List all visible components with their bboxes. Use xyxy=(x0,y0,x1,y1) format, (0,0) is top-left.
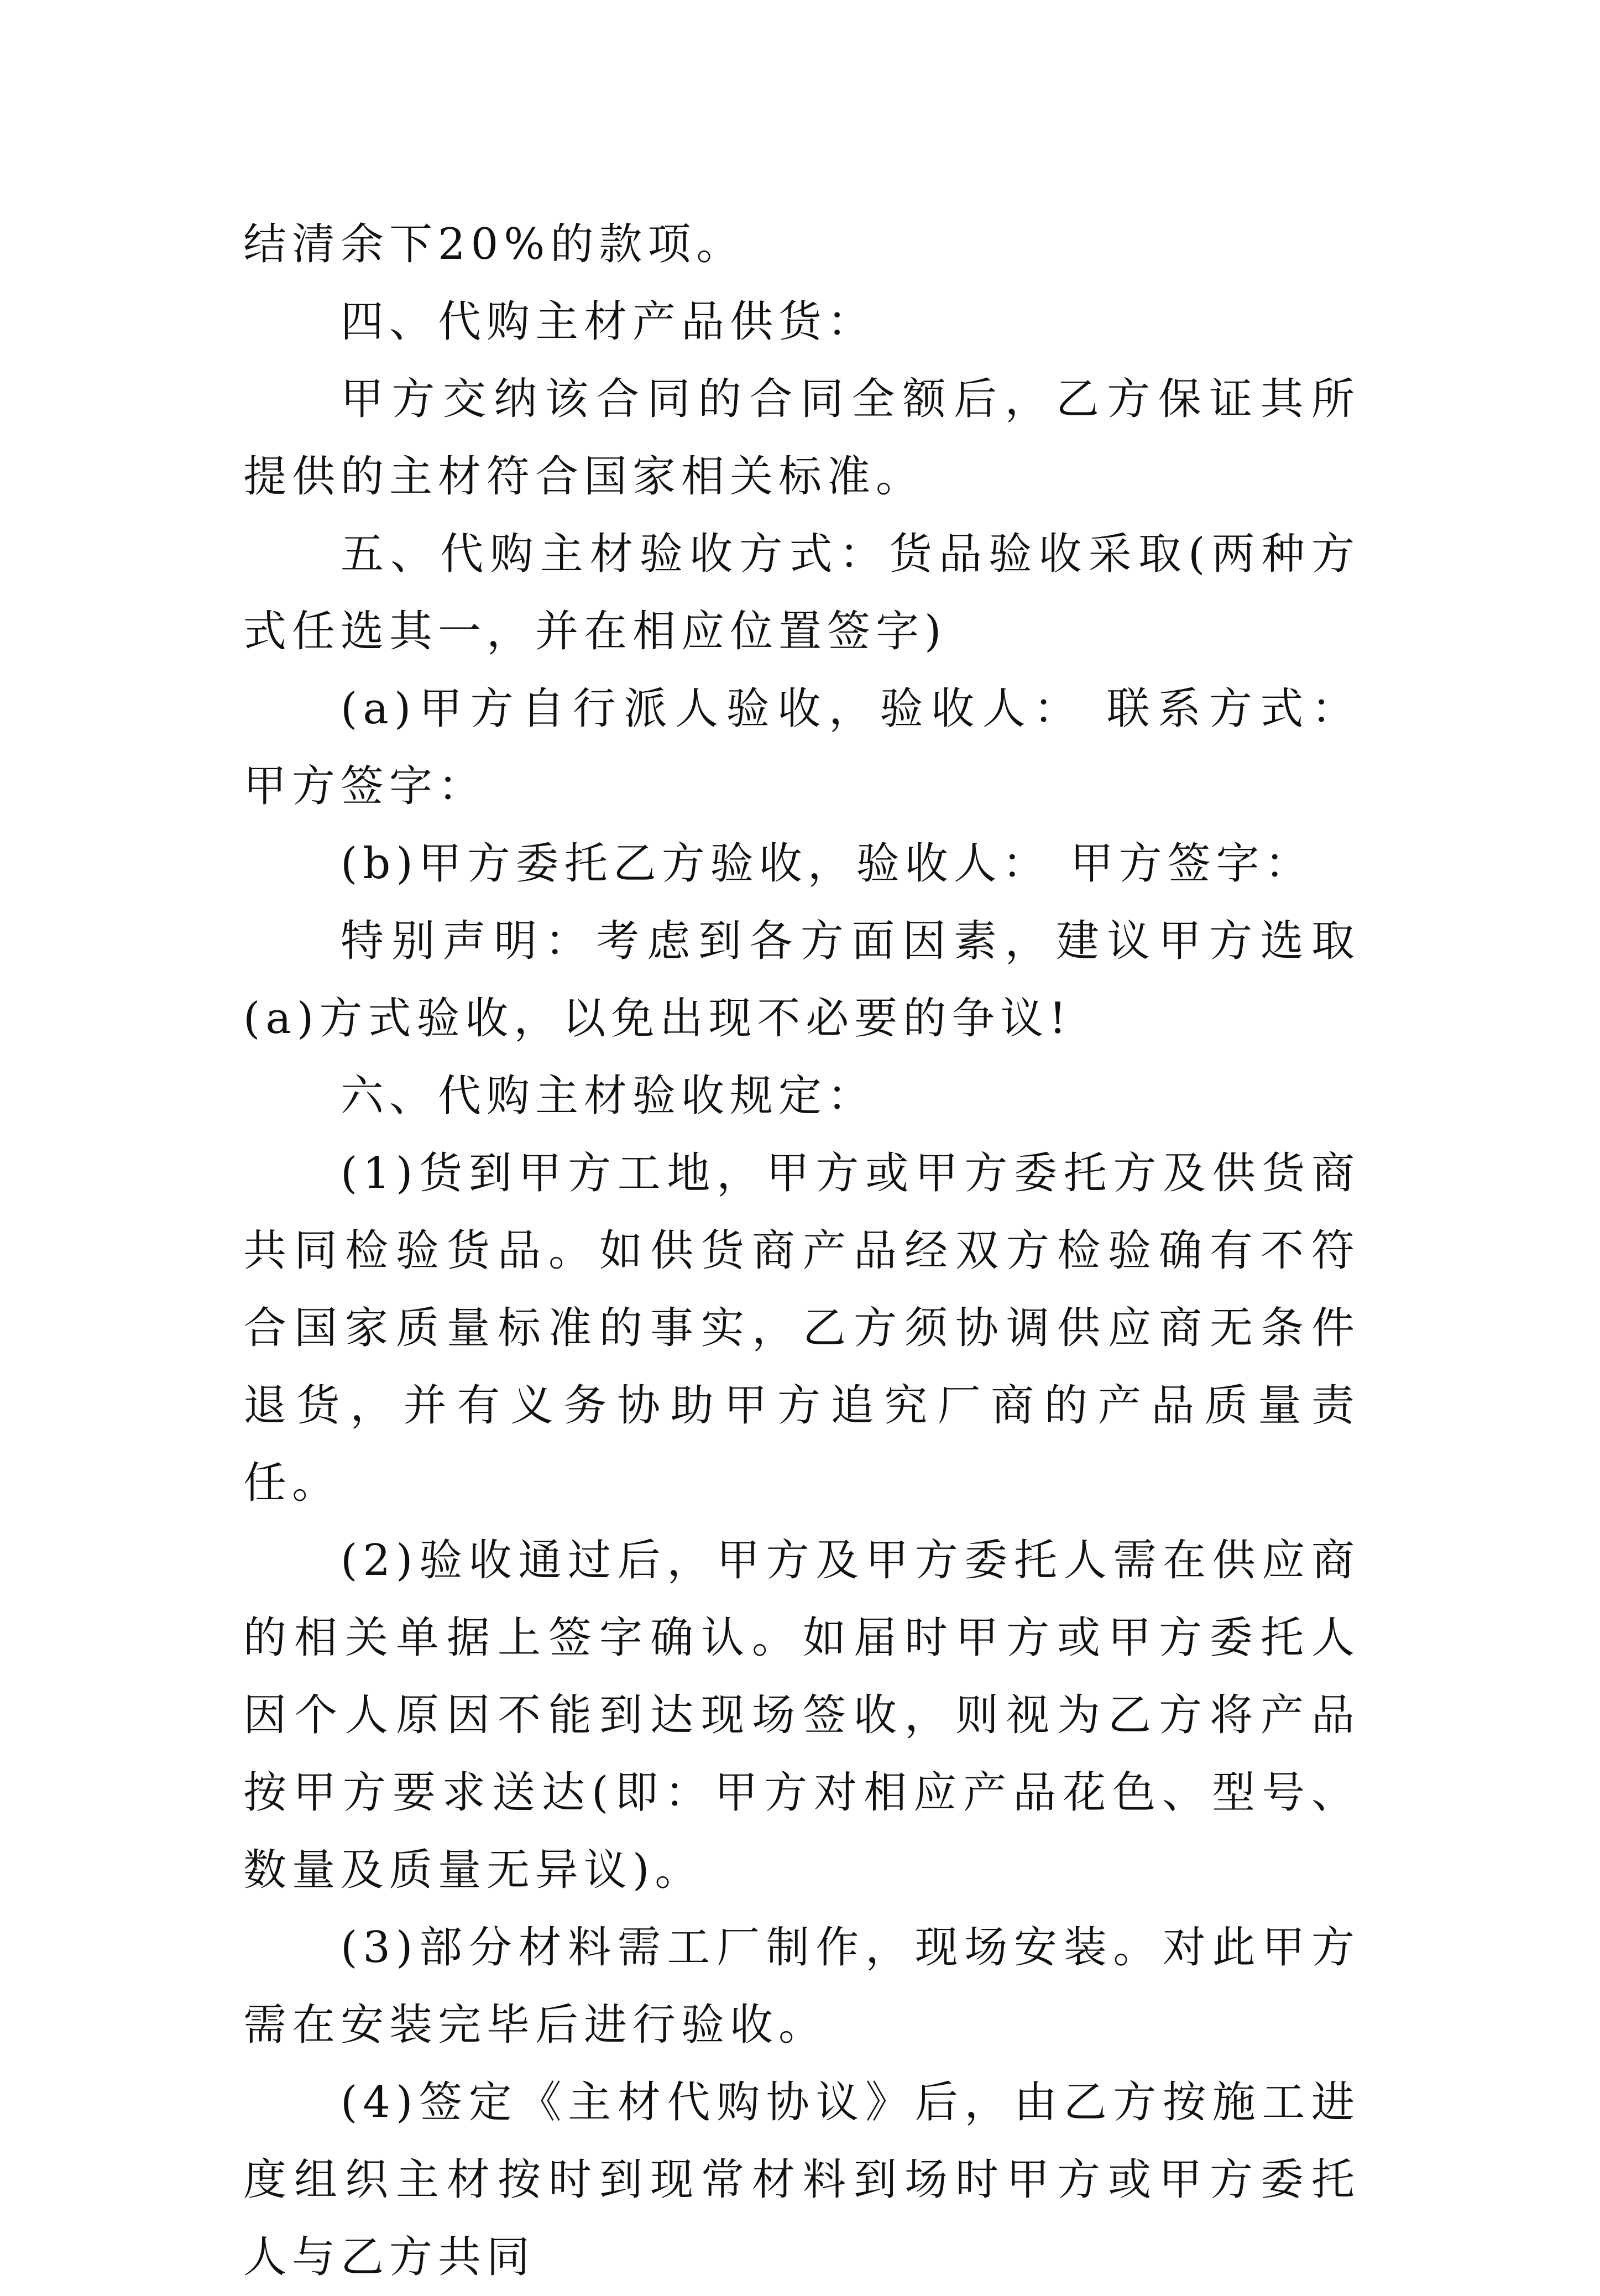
heading-section-4: 四、代购主材产品供货： xyxy=(341,297,876,347)
paragraph-option-a: (a)甲方自行派人验收，验收人： 联系方式： 甲方签字： xyxy=(243,684,1360,811)
heading-section-6: 六、代购主材验收规定： xyxy=(341,1071,876,1121)
paragraph-rule-2: (2)验收通过后，甲方及甲方委托人需在供应商的相关单据上签字确认。如届时甲方或甲方委托人因个人原因不能到达现场签收，则视为乙方将产品按甲方要求送达(即：甲方对相应产品花色、型号、数量及质量无异议)。 xyxy=(243,1536,1360,1895)
document-body xyxy=(243,206,1360,2296)
paragraph-rule-3: (3)部分材料需工厂制作，现场安装。对此甲方需在安装完毕后进行验收。 xyxy=(243,1923,1360,2050)
paragraph-rule-1: (1)货到甲方工地，甲方或甲方委托方及供货商共同检验货品。如供货商产品经双方检验确有不符合国家质量标准的事实，乙方须协调供应商无条件退货，并有义务协助甲方追究厂商的产品质量责任。 xyxy=(243,1149,1360,1508)
paragraph-option-b: (b)甲方委托乙方验收，验收人： 甲方签字： xyxy=(341,839,1314,889)
paragraph-supply-standard: 甲方交纳该合同的合同全额后，乙方保证其所提供的主材符合国家相关标准。 xyxy=(243,374,1360,502)
paragraph-special-statement: 特别声明：考虑到各方面因素，建议甲方选取(a)方式验收，以免出现不必要的争议! xyxy=(243,916,1360,1043)
heading-section-5: 五、代购主材验收方式：货品验收采取(两种方式任选其一，并在相应位置签字) xyxy=(243,529,1360,656)
paragraph-rule-4: (4)签定《主材代购协议》后，由乙方按施工进度组织主材按时到现常材料到场时甲方或甲方委托人与乙方共同 xyxy=(243,2078,1360,2282)
paragraph-settlement: 结清余下20%的款项。 xyxy=(243,220,745,269)
